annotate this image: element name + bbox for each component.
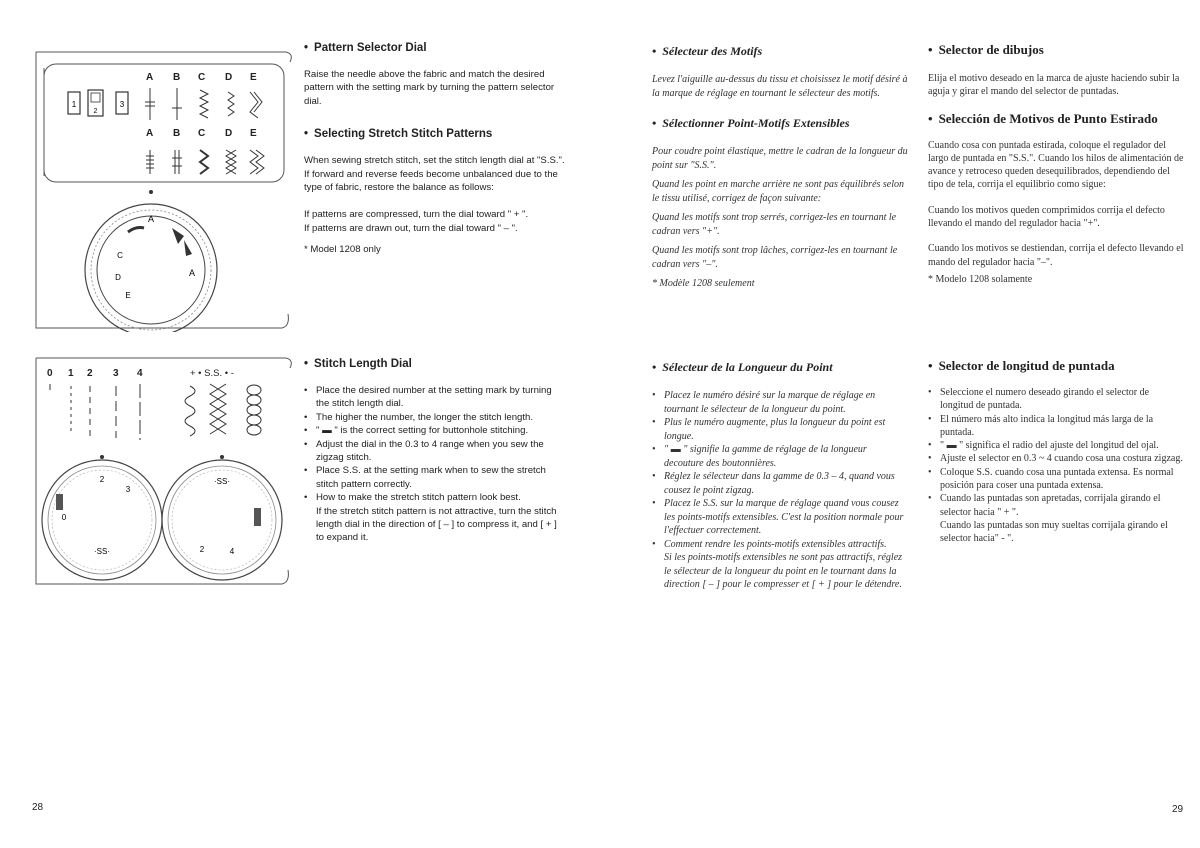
- svg-text:A: A: [188, 268, 196, 278]
- pattern-letter-top-b: B: [173, 72, 181, 83]
- list-item: • Place the desired number at the setting mark by turning the stitch length dial.: [304, 384, 566, 411]
- pattern-letter-bottom-c: C: [198, 128, 206, 139]
- scale-number-2: 2: [87, 368, 93, 379]
- es-note: * Modelo 1208 solamente: [928, 273, 1033, 285]
- stretch-stitch-p4: If patterns are drawn out, turn the dial toward " – ".: [304, 222, 518, 234]
- pattern-dial-illustration: [32, 44, 294, 332]
- list-item-continuation: If the stretch stitch pattern is not attractive, turn the stitch length dial in the direction of [ – ] to compress it, and [ + ] to expand it.: [316, 505, 557, 544]
- spanish-stitch-length-column: [928, 358, 1184, 546]
- es-heading-2: • Selección de Motivos de Punto Estirado: [928, 111, 1184, 127]
- pattern-dial-figure: [32, 44, 294, 332]
- stitch-length-heading: • Stitch Length Dial: [304, 358, 566, 370]
- model-note: * Model 1208 only: [304, 244, 381, 256]
- list-item: • " ▬ " signifie la gamme de réglage de la longueur decouture des boutonnières.: [652, 443, 908, 470]
- list-item: • Coloque S.S. cuando cosa una puntada extensa. Es normal posición para coser una puntada extensa.: [928, 466, 1184, 493]
- french-stitch-length-column: [652, 360, 908, 592]
- es-heading-1: • Selector de dibujos: [928, 42, 1184, 58]
- es-paragraph-1: Elija el motivo deseado en la marca de ajuste haciendo subir la aguja y girar el mando del selector de puntadas.: [928, 73, 1180, 98]
- scale-number-4: 4: [137, 368, 143, 379]
- stretch-stitch-p3: If patterns are compressed, turn the dial toward " + ".: [304, 209, 529, 221]
- pattern-letter-bottom-d: D: [225, 128, 233, 139]
- list-item: • Ajuste el selector en 0.3 ~ 4 cuando cosa una costura zigzag.: [928, 452, 1184, 465]
- es-paragraph-3: Cuando los motivos queden comprimidos corrija el defecto llevando el mando del regulador hacia "+".: [928, 204, 1165, 230]
- svg-text:2: 2: [93, 108, 98, 115]
- svg-text:E: E: [125, 291, 131, 300]
- stitch-length-section: [304, 358, 566, 545]
- french-column: [652, 44, 908, 291]
- stitch-length-list: [304, 384, 566, 545]
- list-item: • " ▬ " significa el radio del ajuste del longitud del ojal.: [928, 439, 1184, 452]
- stretch-stitch-heading: • Selecting Stretch Stitch Patterns: [304, 128, 566, 140]
- fr-stitch-length-list: [652, 389, 908, 592]
- list-item-continuation: Si les points-motifs extensibles ne sont pas attractifs, réglez le sélecteur de la longueur du point en le tournant dans la direction [ – ] pour le compresser et [ + ] pour le détendre.: [664, 552, 903, 590]
- svg-text:A: A: [147, 214, 155, 224]
- svg-text:·SS·: ·SS·: [214, 477, 230, 486]
- list-item: • Réglez le sélecteur dans la gamme de 0.3 – 4, quand vous cousez le point zigzag.: [652, 470, 908, 497]
- scale-number-3: 3: [113, 368, 119, 379]
- ss-scale-label: + • S.S. • -: [190, 368, 234, 379]
- svg-text:D: D: [115, 273, 121, 282]
- pattern-selector-text: Raise the needle above the fabric and match the desired pattern with the setting mark by turning the pattern selector dial.: [304, 69, 555, 107]
- pattern-letter-bottom-b: B: [173, 128, 181, 139]
- fr-paragraph-5: Quand les motifs sont trop lâches, corrigez-les en tournant le cadran vers "–".: [652, 245, 898, 270]
- stretch-stitch-p1: When sewing stretch stitch, set the stitch length dial at "S.S.".: [304, 155, 565, 167]
- svg-text:1: 1: [71, 100, 77, 109]
- es-paragraph-2: Cuando cosa con puntada estirada, coloque el regulador del largo de puntada en "S.S.". Cuando los hilos de alimentación de avance y retroceso queden desequilibrados, dependiendo del tipo de tela, corrija el equilibrio como sigue:: [928, 139, 1184, 191]
- page-number-right: 29: [1172, 804, 1184, 815]
- pattern-letter-top-d: D: [225, 72, 233, 83]
- stitch-length-illustration: [32, 354, 294, 590]
- pattern-letter-top-e: E: [250, 72, 257, 83]
- list-item: • Placez le S.S. sur la marque de réglage quand vous cousez les points-motifs extensibles. C'est la position normale pour l'effectuer correctement.: [652, 497, 908, 538]
- svg-text:3: 3: [119, 100, 125, 109]
- svg-text:0: 0: [61, 513, 67, 522]
- list-item: • Place S.S. at the setting mark when to sew the stretch stitch pattern correctly.: [304, 464, 566, 491]
- es-heading-3: • Selector de longitud de puntada: [928, 358, 1184, 374]
- es-paragraph-4: Cuando los motivos se destiendan, corrija el defecto llevando el mando del regulador hacia "–".: [928, 243, 1184, 268]
- list-item: • Adjust the dial in the 0.3 to 4 range when you sew the zigzag stitch.: [304, 438, 566, 465]
- svg-text:2: 2: [99, 475, 105, 484]
- list-item-continuation: Cuando las puntadas son muy sueltas corrijala girando el selector hacia" - ".: [940, 519, 1168, 545]
- stitch-length-figure: [32, 354, 294, 590]
- fr-note: * Modèle 1208 seulement: [652, 278, 755, 289]
- stretch-stitch-p2: If forward and reverse feeds become unbalanced due to the type of fabric, restore the balance as follows:: [304, 168, 558, 194]
- list-item: • " ▬ " is the correct setting for buttonhole stitching.: [304, 424, 566, 437]
- list-item: • Placez le numéro désiré sur la marque de réglage en tournant le sélecteur de la longueur du point.: [652, 389, 908, 416]
- list-item: • How to make the stretch stitch pattern look best.: [304, 491, 566, 504]
- svg-text:·SS·: ·SS·: [94, 547, 110, 556]
- fr-paragraph-3: Quand les point en marche arrière ne sont pas équilibrés selon le tissu utilisé, corrigez de façon suivante:: [652, 179, 905, 204]
- spanish-column: [928, 42, 1184, 286]
- scale-number-0: 0: [47, 368, 53, 379]
- list-item: • Cuando las puntadas son apretadas, corrijala girando el selector hacia " + ".: [928, 492, 1184, 519]
- pattern-letter-top-a: A: [146, 72, 154, 83]
- svg-text:C: C: [117, 251, 123, 260]
- list-item: • Seleccione el numero deseado girando el selector de longitud de puntada.: [928, 386, 1184, 413]
- pattern-letter-top-c: C: [198, 72, 206, 83]
- fr-paragraph-4: Quand les motifs sont trop serrés, corrigez-les en tournant le cadran vers "+".: [652, 212, 897, 237]
- fr-heading-3: • Sélecteur de la Longueur du Point: [652, 360, 908, 375]
- page-number-left: 28: [32, 802, 44, 813]
- fr-heading-1: • Sélecteur des Motifs: [652, 44, 908, 59]
- list-item: • Plus le numéro augmente, plus la longueur du point est longue.: [652, 416, 908, 443]
- pattern-selector-heading: • Pattern Selector Dial: [304, 42, 566, 54]
- fr-paragraph-2: Pour coudre point élastique, mettre le cadran de la longueur du point sur "S.S.".: [652, 146, 908, 171]
- list-item: • The higher the number, the longer the stitch length.: [304, 411, 566, 424]
- fr-paragraph-1: Levez l'aiguille au-dessus du tissu et choisissez le motif désiré à la marque de réglage en tournant le sélecteur des motifs.: [652, 74, 908, 99]
- fr-heading-2: • Sélectionner Point-Motifs Extensibles: [652, 116, 908, 131]
- pattern-letter-bottom-e: E: [250, 128, 257, 139]
- list-item: • Comment rendre les points-motifs extensibles attractifs.: [652, 538, 908, 552]
- svg-text:2: 2: [199, 545, 205, 554]
- svg-text:3: 3: [125, 485, 131, 494]
- pattern-selector-section: [304, 42, 566, 257]
- pattern-letter-bottom-a: A: [146, 128, 154, 139]
- list-item: • El número más alto indica la longitud más larga de la puntada.: [928, 413, 1184, 440]
- es-stitch-length-list: [928, 386, 1184, 546]
- svg-text:4: 4: [229, 547, 235, 556]
- scale-number-1: 1: [68, 368, 74, 379]
